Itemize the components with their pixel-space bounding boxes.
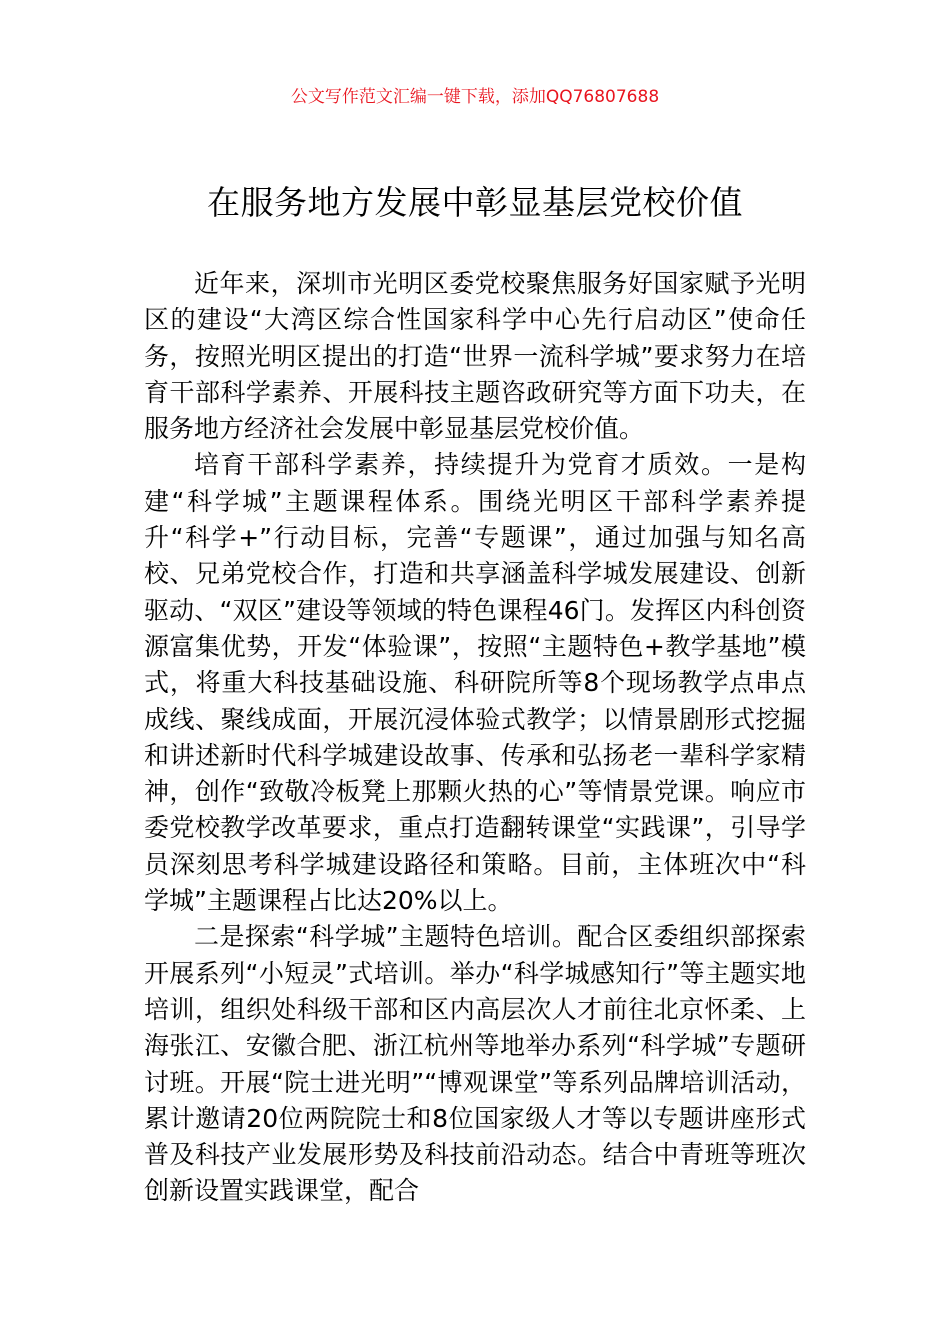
paragraph-intro: 近年来，深圳市光明区委党校聚焦服务好国家赋予光明区的建设“大湾区综合性国家科学中心先行启动区”使命任务，按照光明区提出的打造“世界一流科学城”要求努力在培育干部科学素养、开展科技主题咨政研究等方面下功夫，在服务地方经济社会发展中彰显基层党校价值。: [144, 269, 806, 444]
paragraph-themed-training: 二是探索“科学城”主题特色培训。配合区委组织部探索开展系列“小短灵”式培训。举办“科学城感知行”等主题实地培训，组织处科级干部和区内高层次人才前往北京怀柔、上海张江、安徽合肥、浙江杭州等地举办系列“科学城”专题研讨班。开展“院士进光明”“博观课堂”等系列品牌培训活动，累计邀请20位两院院士和8位国家级人才等以专题讲座形式普及科技产业发展形势及科技前沿动态。结合中青班等班次创新设置实践课堂，配合: [144, 922, 806, 1206]
document-body: [144, 266, 806, 1210]
header-download-note: 公文写作范文汇编一键下载，添加QQ76807688: [290, 87, 660, 107]
document-title: 在服务地方发展中彰显基层党校价值: [207, 183, 743, 222]
paragraph-cultivate-literacy: 培育干部科学素养，持续提升为党育才质效。一是构建“科学城”主题课程体系。围绕光明区干部科学素养提升“科学+”行动目标，完善“专题课”，通过加强与知名高校、兄弟党校合作，打造和共享涵盖科学城发展建设、创新驱动、“双区”建设等领域的特色课程46门。发挥区内科创资源富集优势，开发“体验课”，按照“主题特色+教学基地”模式，将重大科技基础设施、科研院所等8个现场教学点串点成线、聚线成面，开展沉浸体验式教学；以情景剧形式挖掘和讲述新时代科学城建设故事、传承和弘扬老一辈科学家精神，创作“致敬冷板凳上那颗火热的心”等情景党课。响应市委党校教学改革要求，重点打造翻转课堂“实践课”，引导学员深刻思考科学城建设路径和策略。目前，主体班次中“科学城”主题课程占比达20%以上。: [144, 450, 806, 916]
